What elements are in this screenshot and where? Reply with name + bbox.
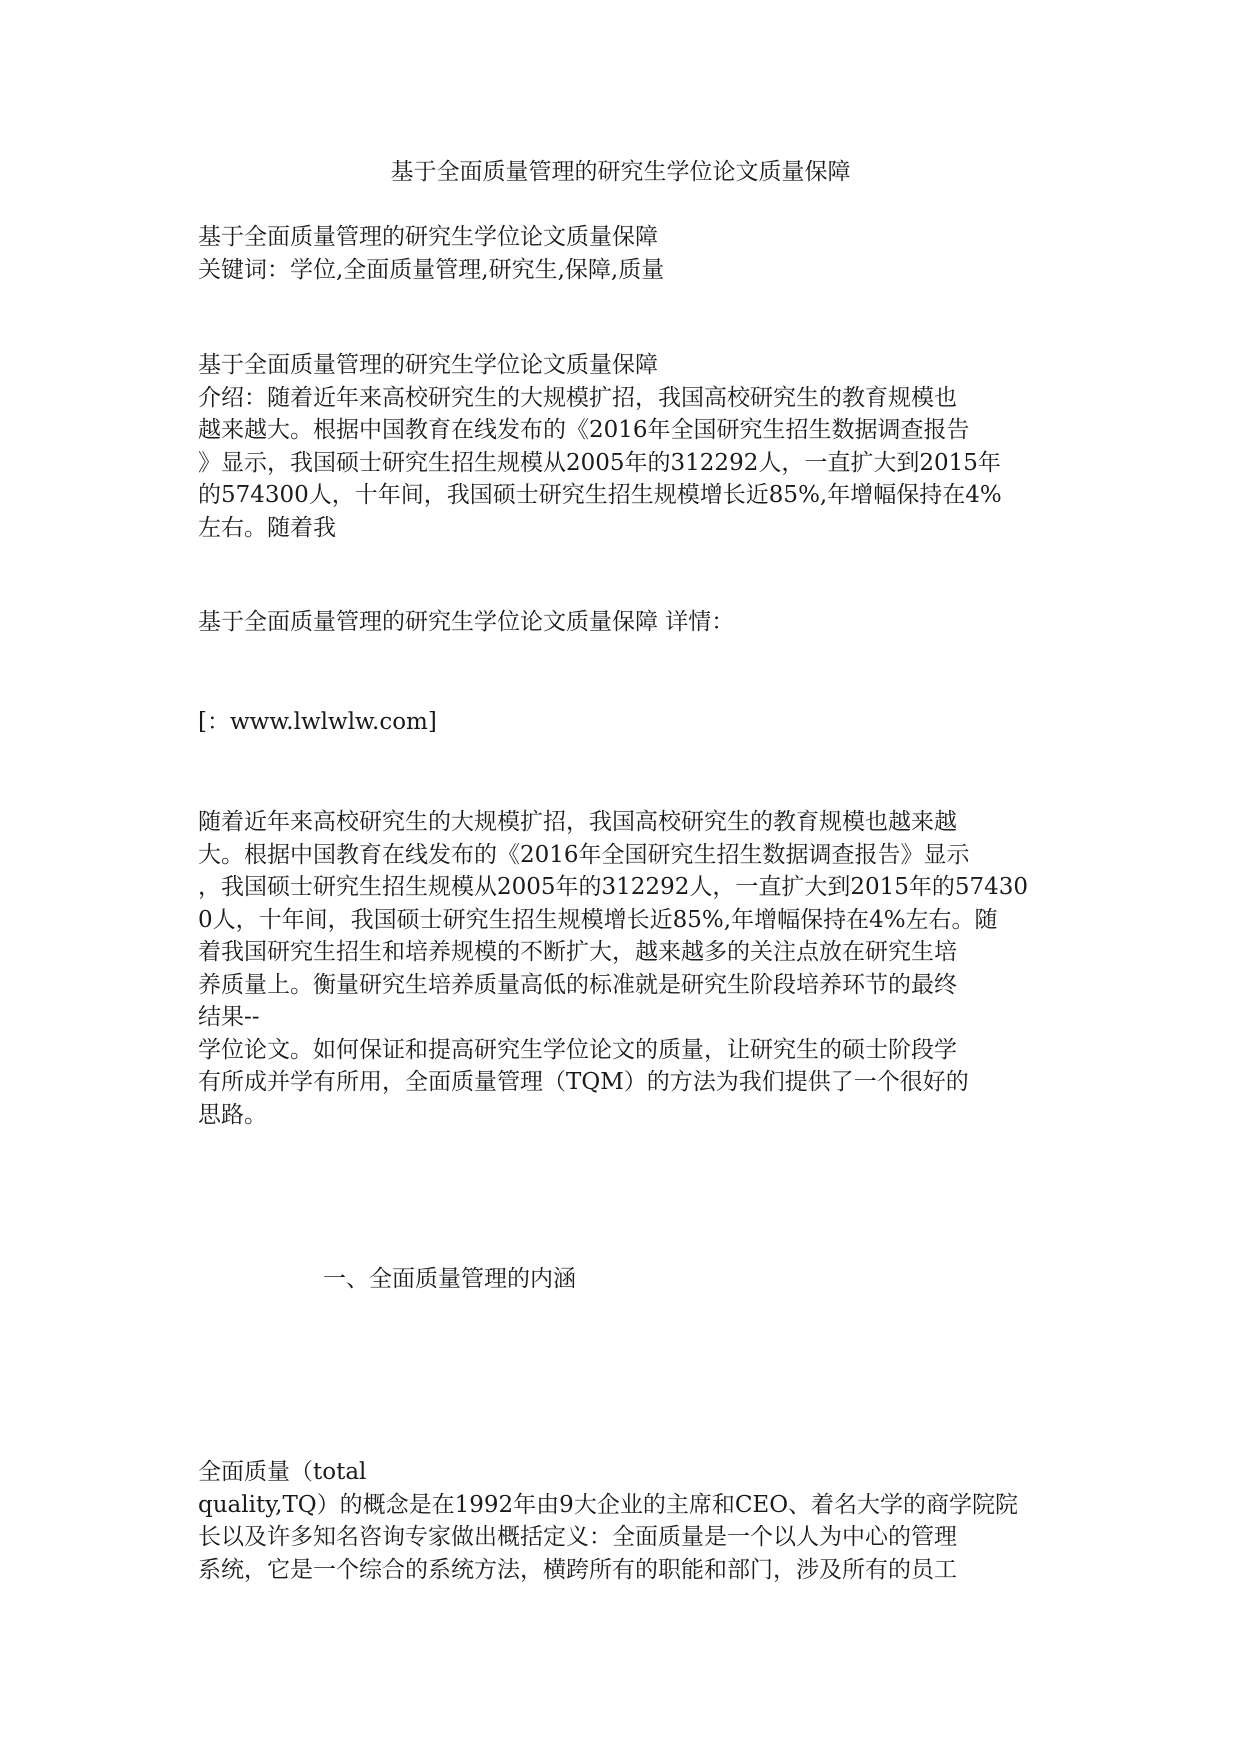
paragraph-line: 长以及许多知名咨询专家做出概括定义：全面质量是一个以人为中心的管理 xyxy=(198,1524,957,1550)
body-paragraph xyxy=(198,806,1058,1131)
header-title: 基于全面质量管理的研究生学位论文质量保障 xyxy=(198,224,658,250)
paragraph-line: 着我国研究生招生和培养规模的不断扩大，越来越多的关注点放在研究生培 xyxy=(198,939,957,965)
intro-line: 介绍：随着近年来高校研究生的大规模扩招，我国高校研究生的教育规模也 xyxy=(198,384,957,411)
paragraph-line: 全面质量（total xyxy=(198,1459,367,1485)
intro-line: 的574300人，十年间，我国硕士研究生招生规模增长近85%,年增幅保持在4% xyxy=(198,482,1002,508)
paragraph-line: 结果-- xyxy=(198,1004,260,1030)
intro-line: 》显示，我国硕士研究生招生规模从2005年的312292人，一直扩大到2015年 xyxy=(198,449,1001,476)
intro-line: 越来越大。根据中国教育在线发布的《2016年全国研究生招生数据调查报告 xyxy=(198,417,970,443)
paragraph-line: quality,TQ）的概念是在1992年由9大企业的主席和CEO、着名大学的商学院院 xyxy=(198,1491,1019,1518)
paragraph-line: 0人，十年间，我国硕士研究生招生规模增长近85%,年增幅保持在4%左右。随 xyxy=(198,906,998,933)
intro-title: 基于全面质量管理的研究生学位论文质量保障 xyxy=(198,352,658,378)
header-block xyxy=(198,221,1058,286)
paragraph-line: 随着近年来高校研究生的大规模扩招，我国高校研究生的教育规模也越来越 xyxy=(198,809,957,835)
source-line: [：www.lwlwlw.com] xyxy=(198,709,437,735)
details-block xyxy=(198,606,1058,639)
paragraph-line: 养质量上。衡量研究生培养质量高低的标准就是研究生阶段培养环节的最终 xyxy=(198,971,957,998)
details-label: 基于全面质量管理的研究生学位论文质量保障 详情： xyxy=(198,609,735,635)
source-block xyxy=(198,706,1058,739)
paragraph-line: 大。根据中国教育在线发布的《2016年全国研究生招生数据调查报告》显示 xyxy=(198,841,970,868)
paragraph-line: 学位论文。如何保证和提高研究生学位论文的质量，让研究生的硕士阶段学 xyxy=(198,1036,957,1063)
keywords-line: 关键词：学位,全面质量管理,研究生,保障,质量 xyxy=(198,256,665,283)
section-heading: 一、全面质量管理的内涵 xyxy=(323,1266,576,1292)
intro-line: 左右。随着我 xyxy=(198,514,336,541)
section-paragraph xyxy=(198,1456,1058,1586)
document-title: 基于全面质量管理的研究生学位论文质量保障 xyxy=(390,159,851,185)
paragraph-line: 思路。 xyxy=(198,1101,267,1128)
paragraph-line: 系统，它是一个综合的系统方法，横跨所有的职能和部门，涉及所有的员工 xyxy=(198,1556,957,1583)
paragraph-line: ，我国硕士研究生招生规模从2005年的312292人，一直扩大到2015年的57430 xyxy=(198,874,1029,900)
intro-block xyxy=(198,349,1058,544)
paragraph-line: 有所成并学有所用，全面质量管理（TQM）的方法为我们提供了一个很好的 xyxy=(198,1069,969,1095)
